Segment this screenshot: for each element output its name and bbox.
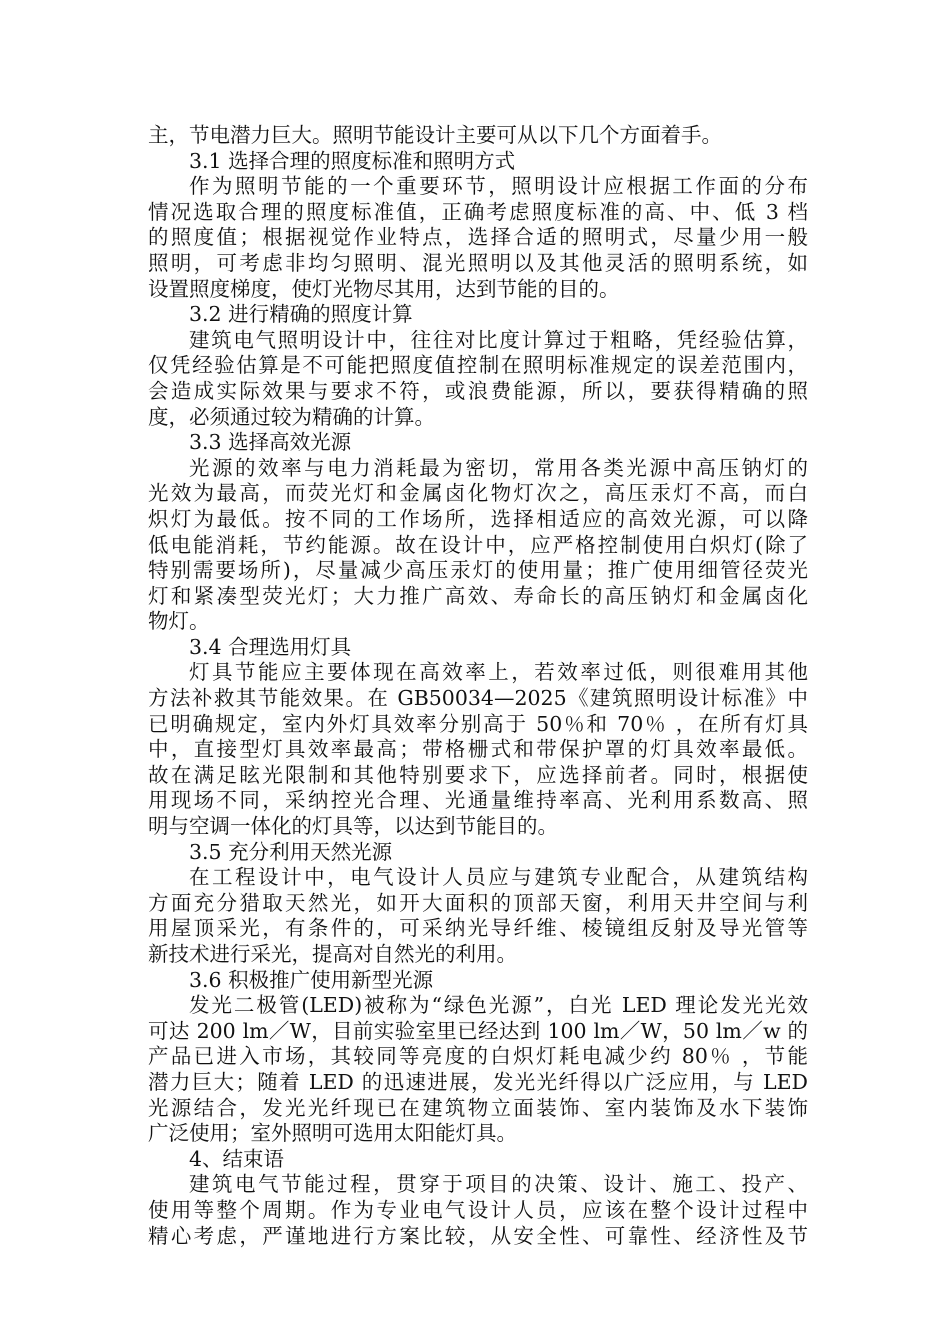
paragraph-line: 的照度值；根据视觉作业特点，选择合适的照明式，尽量少用一般 (148, 225, 808, 250)
paragraph-line: 度，必须通过较为精确的计算。 (148, 404, 435, 429)
paragraph-line: 灯和紧凑型荧光灯；大力推广高效、寿命长的高压钠灯和金属卤化 (148, 583, 808, 608)
paragraph-line: 会造成实际效果与要求不符，或浪费能源，所以，要获得精确的照 (148, 378, 808, 403)
paragraph-line: 用屋顶采光，有条件的，可采纳光导纤维、棱镜组反射及导光管等 (148, 916, 808, 941)
paragraph-line: 精心考虑，严谨地进行方案比较，从安全性、可靠性、经济性及节 (148, 1223, 808, 1248)
paragraph-line: 灯具节能应主要体现在高效率上，若效率过低，则很难用其他 (189, 660, 808, 685)
paragraph-line: 照明，可考虑非均匀照明、混光照明以及其他灵活的照明系统，如 (148, 250, 808, 275)
paragraph-line: 使用等整个周期。作为专业电气设计人员，应该在整个设计过程中 (148, 1197, 808, 1222)
section-heading: 3.5 充分利用天然光源 (189, 839, 393, 864)
section-heading: 3.4 合理选用灯具 (189, 634, 352, 659)
paragraph-line: 方面充分猎取天然光，如开大面积的顶部天窗，利用天井空间与利 (148, 890, 808, 915)
paragraph-line: 情况选取合理的照度标准值，正确考虑照度标准的高、中、低 3 档 (148, 199, 808, 224)
paragraph-line: 可达 200 lm／W，目前实验室里已经达到 100 lm／W，50 lm／w 的 (148, 1018, 808, 1043)
paragraph-line: 炽灯为最低。按不同的工作场所，选择相适应的高效光源，可以降 (148, 506, 808, 531)
paragraph-line: 低电能消耗，节约能源。故在设计中，应严格控制使用白炽灯(除了 (148, 532, 808, 557)
paragraph-line: 产品已进入市场，其较同等亮度的白炽灯耗电减少约 80％ ，节能 (148, 1044, 808, 1069)
paragraph-line: 方法补救其节能效果。在 GB50034—2025《建筑照明设计标准》中 (148, 686, 808, 711)
paragraph-line: 潜力巨大；随着 LED 的迅速进展，发光光纤得以广泛应用，与 LED (148, 1069, 808, 1094)
paragraph-line: 设置照度梯度，使灯光物尽其用，达到节能的目的。 (148, 276, 620, 301)
paragraph-line: 光源结合，发光光纤现已在建筑物立面装饰、室内装饰及水下装饰 (148, 1095, 808, 1120)
paragraph-line: 作为照明节能的一个重要环节，照明设计应根据工作面的分布 (189, 174, 808, 199)
document-body (148, 123, 808, 1249)
section-heading: 3.6 积极推广使用新型光源 (189, 967, 434, 992)
paragraph-line: 中，直接型灯具效率最高；带格栅式和带保护罩的灯具效率最低。 (148, 737, 808, 762)
paragraph-line: 已明确规定，室内外灯具效率分别高于 50％和 70％ ，在所有灯具 (148, 711, 808, 736)
section-heading: 3.3 选择高效光源 (189, 430, 352, 455)
paragraph-line: 明与空调一体化的灯具等，以达到节能目的。 (148, 814, 558, 839)
section-heading: 3.1 选择合理的照度标准和照明方式 (189, 148, 516, 173)
section-heading: 4、结束语 (189, 1146, 285, 1171)
paragraph-line: 在工程设计中，电气设计人员应与建筑专业配合，从建筑结构 (189, 865, 808, 890)
paragraph-line: 发光二极管(LED)被称为“绿色光源”，白光 LED 理论发光光效 (189, 993, 808, 1018)
intro-line: 主，节电潜力巨大。照明节能设计主要可从以下几个方面着手。 (148, 123, 722, 147)
paragraph-line: 新技术进行采光，提高对自然光的利用。 (148, 942, 517, 966)
paragraph-line: 仅凭经验估算是不可能把照度值控制在照明标准规定的误差范围内， (148, 353, 808, 378)
paragraph-line: 建筑电气节能过程，贯穿于项目的决策、设计、施工、投产、 (189, 1172, 808, 1197)
paragraph-line: 故在满足眩光限制和其他特别要求下，应选择前者。同时，根据使 (148, 762, 808, 787)
paragraph-line: 特别需要场所)，尽量减少高压汞灯的使用量；推广使用细管径荧光 (148, 558, 808, 583)
paragraph-line: 用现场不同，采纳控光合理、光通量维持率高、光利用系数高、照 (148, 788, 808, 813)
paragraph-line: 光源的效率与电力消耗最为密切，常用各类光源中高压钠灯的 (189, 455, 808, 480)
paragraph-line: 广泛使用；室外照明可选用太阳能灯具。 (148, 1121, 517, 1146)
section-heading: 3.2 进行精确的照度计算 (189, 302, 413, 327)
paragraph-line: 光效为最高，而荧光灯和金属卤化物灯次之，高压汞灯不高，而白 (148, 481, 808, 506)
paragraph-line: 物灯。 (148, 609, 210, 634)
paragraph-line: 建筑电气照明设计中，往往对比度计算过于粗略，凭经验估算， (189, 327, 808, 352)
